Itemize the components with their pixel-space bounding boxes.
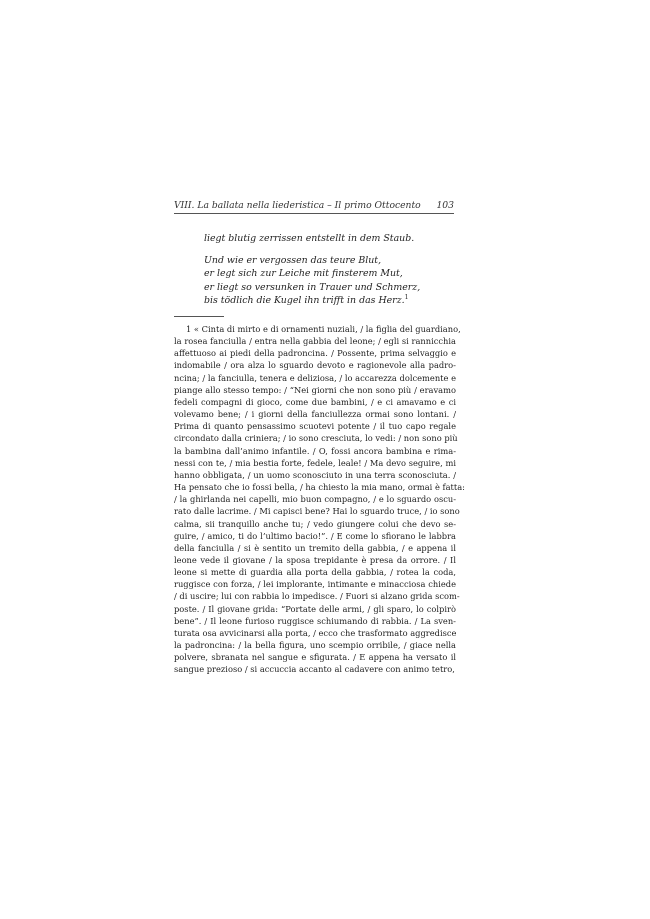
footnote-line: ncina; / la fanciulla, tenera e deliziosa, / lo accarezza dolcemente e <box>174 372 456 383</box>
footnote-number: 1 <box>186 324 192 334</box>
footnote-line: hanno obbligata, / un uomo sconosciuto in una terra sconosciuta. / <box>174 469 456 480</box>
verse-line: er liegt so versunken in Trauer und Schmerz, <box>204 281 421 293</box>
page-number: 103 <box>436 200 454 211</box>
header-rule <box>174 213 454 214</box>
footnote-line <box>174 323 461 335</box>
footnote-line-text: « Cinta di mirto e di ornamenti nuziali, / la figlia del guardiano, <box>193 324 461 334</box>
poem-verses <box>204 232 454 308</box>
footnote-line: nessi con te, / mia bestia forte, fedele, leale! / Ma devo seguire, mi <box>174 457 456 468</box>
verse-line: liegt blutig zerrissen entstellt in dem Staub. <box>204 233 415 244</box>
footnote-line: / la ghirlanda nei capelli, mio buon compagno, / e lo sguardo oscu- <box>174 494 456 505</box>
footnote-line: guire, / amico, ti do l’ultimo bacio!”. / E come lo sfiorano le labbra <box>174 530 456 541</box>
running-title: VIII. La ballata nella liederistica – Il primo Ottocento <box>174 200 421 211</box>
footnote-line: leone vede il giovane / la sposa trepidante è presa da orrore. / Il <box>174 554 456 565</box>
footnote-line: fedeli compagni di gioco, come due bambini, / e ci amavamo e ci <box>174 396 456 407</box>
footnote-line: la padroncina: / la bella figura, uno scempio orribile, / giace nella <box>174 640 456 651</box>
running-header <box>174 200 454 211</box>
footnote-line: la rosea fanciulla / entra nella gabbia del leone; / egli si rannicchia <box>174 336 456 347</box>
verse-line-with-note <box>204 294 454 308</box>
footnote-line: circondato dalla criniera; / io sono cresciuta, lo vedi: / non sono più <box>174 433 458 444</box>
footnote-line: indomabile / ora alza lo sguardo devoto e ragionevole alla padro- <box>174 360 456 371</box>
footnote-line: sangue prezioso / si accuccia accanto al cadavere con animo tetro, <box>174 664 455 675</box>
footnote-line: poste. / Il giovane grida: “Portate delle armi, / gli sparo, lo colpirò <box>174 603 456 614</box>
footnote-line: ruggisce con forza, / lei implorante, intimante e minacciosa chiede <box>174 579 456 590</box>
footnote-line: volevamo bene; / i giorni della fanciullezza ormai sono lontani. / <box>174 409 456 420</box>
footnote-line: bene”. / Il leone furioso ruggisce schiumando di rabbia. / La sven- <box>174 615 456 626</box>
footnote-line: affettuoso ai piedi della padroncina. / Possente, prima selvaggio e <box>174 348 456 359</box>
footnote-line: calma, sii tranquillo anche tu; / vedo giungere colui che devo se- <box>174 518 456 529</box>
footnote-line: rato dalle lacrime. / Mi capisci bene? Hai lo sguardo truce, / io sono <box>174 506 460 517</box>
footnote-reference[interactable]: 1 <box>404 293 409 301</box>
footnote-line: polvere, sbranata nel sangue e sfigurata. / E appena ha versato il <box>174 652 456 663</box>
footnote-line: leone si mette di guardia alla porta della gabbia, / rotea la coda, <box>174 567 456 578</box>
verse-line: Und wie er vergossen das teure Blut, <box>204 254 382 266</box>
footnote-line: della fanciulla / si è sentito un tremito della gabbia, / e appena il <box>174 542 456 553</box>
verse-line-text: bis tödlich die Kugel ihn trifft in das Herz. <box>204 295 405 306</box>
footnote <box>174 323 465 676</box>
footnote-line: / di uscire; lui con rabbia lo impedisce. / Fuori si alzano grida scom- <box>174 591 460 602</box>
footnote-line: turata osa avvicinarsi alla porta, / ecco che trasformato aggredisce <box>174 627 457 638</box>
footnote-line: la bambina dall’animo infantile. / O, fossi ancora bambina e rima- <box>174 445 456 456</box>
footnote-rule <box>174 316 224 317</box>
footnote-line: Ha pensato che io fossi bella, / ha chiesto la mia mano, ormai è fatta: <box>174 482 465 493</box>
stanza-gap <box>204 246 454 254</box>
footnote-line: piange allo stesso tempo: / “Nei giorni che non sono più / eravamo <box>174 384 456 395</box>
verse-line: er legt sich zur Leiche mit finsterem Mut, <box>204 268 403 279</box>
footnote-line: Prima di quanto pensassimo scuotevi potente / il tuo capo regale <box>174 421 456 432</box>
